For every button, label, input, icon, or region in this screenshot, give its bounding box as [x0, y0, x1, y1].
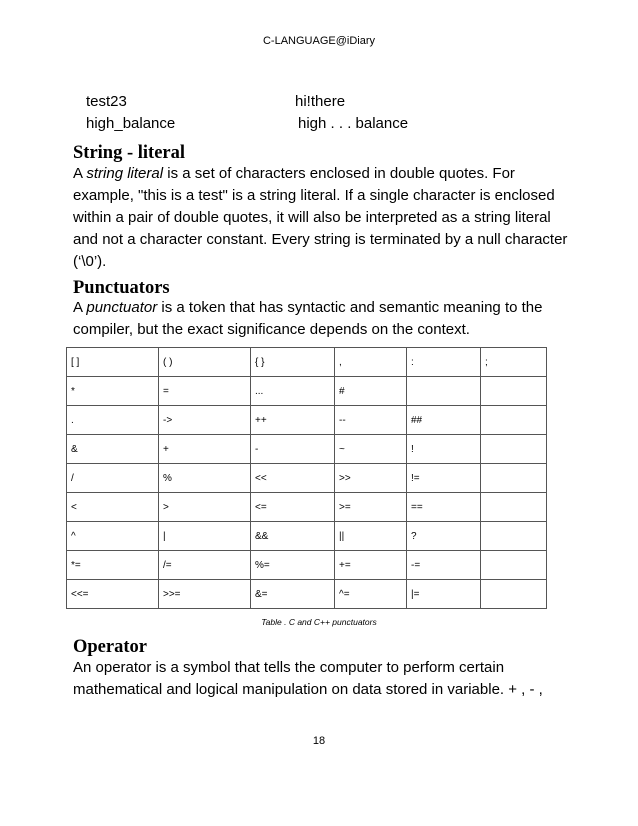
punctuator-term: punctuator [86, 299, 158, 316]
table-cell [481, 435, 547, 464]
table-cell: # [335, 377, 407, 406]
table-cell: , [335, 348, 407, 377]
table-cell: /= [159, 551, 251, 580]
table-cell: > [159, 493, 251, 522]
table-cell [481, 551, 547, 580]
table-cell: ^ [67, 522, 159, 551]
table-cell: = [159, 377, 251, 406]
table-cell: ; [481, 348, 547, 377]
identifier-example: hi!there [295, 93, 346, 110]
table-cell: >>= [159, 580, 251, 609]
table-row [67, 464, 547, 493]
table-cell [481, 464, 547, 493]
table-cell: ? [407, 522, 481, 551]
table-cell: ! [407, 435, 481, 464]
table-cell: |= [407, 580, 481, 609]
table-cell: != [407, 464, 481, 493]
table-cell: && [251, 522, 335, 551]
punctuators-paragraph: A punctuator is a token that has syntactic and semantic meaning to the compiler, but the exact significance depends on the context. [73, 299, 543, 338]
punctuators-table [66, 347, 547, 609]
table-cell: / [67, 464, 159, 493]
table-cell: <<= [67, 580, 159, 609]
table-cell: & [67, 435, 159, 464]
page-header: C-LANGUAGE@iDiary [262, 35, 375, 47]
table-cell: * [67, 377, 159, 406]
table-cell: ++ [251, 406, 335, 435]
table-cell [481, 493, 547, 522]
string-literal-heading: String - literal [73, 143, 186, 163]
table-cell: ( ) [159, 348, 251, 377]
table-cell: *= [67, 551, 159, 580]
table-row [67, 377, 547, 406]
table-cell: += [335, 551, 407, 580]
table-cell: -- [335, 406, 407, 435]
table-cell: . [67, 406, 159, 435]
table-cell [481, 580, 547, 609]
table-cell: >= [335, 493, 407, 522]
identifier-example: test23 [86, 93, 127, 110]
table-cell: ... [251, 377, 335, 406]
identifier-example: high . . . balance [298, 115, 409, 132]
string-literal-term: string literal [86, 165, 164, 182]
table-row [67, 348, 547, 377]
table-cell: << [251, 464, 335, 493]
page-number: 18 [312, 735, 326, 747]
operator-heading: Operator [73, 637, 147, 657]
table-row [67, 435, 547, 464]
table-cell: -> [159, 406, 251, 435]
table-cell: &= [251, 580, 335, 609]
table-cell: -= [407, 551, 481, 580]
table-caption: Table . C and C++ punctuators [261, 617, 377, 627]
table-cell [407, 377, 481, 406]
table-cell: - [251, 435, 335, 464]
table-cell: [ ] [67, 348, 159, 377]
table-cell [481, 377, 547, 406]
table-cell: ^= [335, 580, 407, 609]
table-row [67, 522, 547, 551]
table-cell: <= [251, 493, 335, 522]
table-cell: < [67, 493, 159, 522]
table-cell: ~ [335, 435, 407, 464]
table-cell: | [159, 522, 251, 551]
table-cell: + [159, 435, 251, 464]
operator-paragraph: An operator is a symbol that tells the computer to perform certain mathematical and logical manipulation on data stored in variable. + , - , [73, 659, 543, 698]
punctuators-heading: Punctuators [73, 278, 170, 298]
table-cell: == [407, 493, 481, 522]
table-cell: : [407, 348, 481, 377]
identifier-example: high_balance [86, 115, 176, 132]
table-cell [481, 522, 547, 551]
string-literal-paragraph: A string literal is a set of characters enclosed in double quotes. For example, "this is a test" is a string literal. If a single character is enclosed within a pair of double quotes, it will also be interpreted as a string literal and not a character constant. Every string is terminated by a null character (‘\0’). [73, 165, 568, 270]
table-cell: >> [335, 464, 407, 493]
table-cell: { } [251, 348, 335, 377]
table-cell: %= [251, 551, 335, 580]
table-row [67, 493, 547, 522]
table-row [67, 406, 547, 435]
table-cell: % [159, 464, 251, 493]
table-row [67, 551, 547, 580]
table-cell: || [335, 522, 407, 551]
table-row [67, 580, 547, 609]
table-cell [481, 406, 547, 435]
table-cell: ## [407, 406, 481, 435]
